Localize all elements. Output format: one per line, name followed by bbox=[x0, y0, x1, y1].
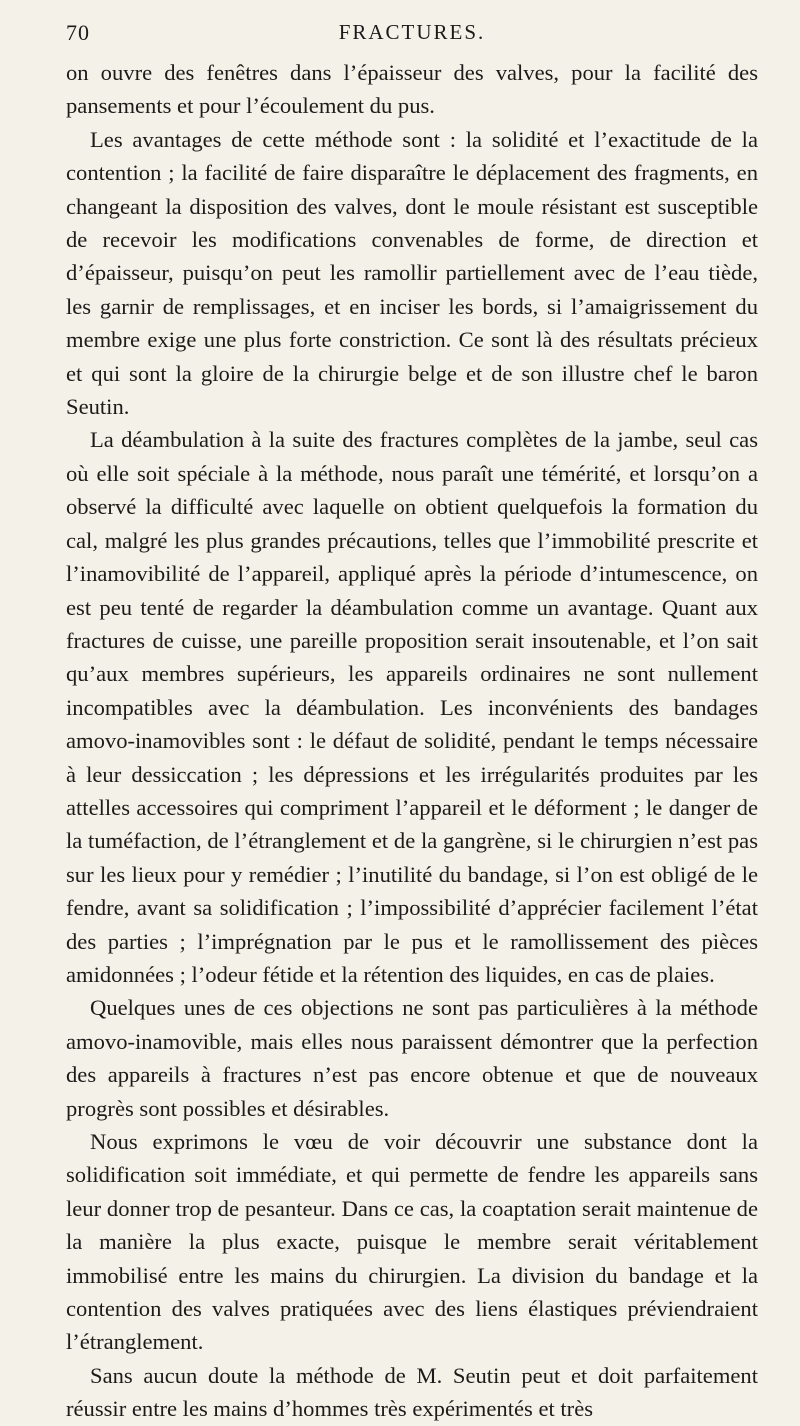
paragraph-deambulation: La déambulation à la suite des fractures complètes de la jambe, seul cas où elle soit spéciale à la méthode, nous paraît une témérité, et lorsqu’on a observé la difficulté avec laquelle on obtient quelquefois la formation du cal, malgré les plus grandes précautions, telles que l’immobilité prescrite et l’inamovibilité de l’appareil, appliqué après la période d’intumescence, on est peu tenté de regarder la déambulation comme un avantage. Quant aux fractures de cuisse, une pareille proposition serait insoutenable, et l’on sait qu’aux membres supérieurs, les appareils ordinaires ne sont nullement incompatibles avec la déambulation. Les inconvénients des bandages amovo-inamovibles sont : le défaut de solidité, pendant le temps nécessaire à leur dessiccation ; les dépressions et les irrégularités produites par les attelles accessoires qui compriment l’appareil et le déforment ; le danger de la tuméfaction, de l’étranglement et de la gangrène, si le chirurgien n’est pas sur les lieux pour y remédier ; l’inutilité du bandage, si l’on est obligé de le fendre, avant sa solidification ; l’impossibilité d’apprécier facilement l’état des parties ; l’imprégnation par le pus et le ramollissement des pièces amidonnées ; l’odeur fétide et la rétention des liquides, en cas de plaies. bbox=[66, 427, 758, 987]
page-number: 70 bbox=[66, 20, 90, 45]
paragraph-objections: Quelques unes de ces objections ne sont pas particulières à la méthode amovo-inamovible, mais elles nous paraissent démontrer que la perfection des appareils à fractures n’est pas encore obtenue et que de nouveaux progrès sont possibles et désirables. bbox=[66, 995, 758, 1121]
running-head bbox=[66, 20, 758, 50]
paragraph-conclusion: Sans aucun doute la méthode de M. Seutin peut et doit parfaitement réussir entre les mains d’hommes très expérimentés et très bbox=[66, 1362, 758, 1422]
paragraph-continuation: on ouvre des fenêtres dans l’épaisseur des valves, pour la facilité des pansements et pour l’écoulement du pus. bbox=[66, 60, 758, 119]
body-text bbox=[66, 56, 758, 1426]
paragraph-voeu: Nous exprimons le vœu de voir découvrir une substance dont la solidification soit immédiate, et qui permette de fendre les appareils sans leur donner trop de pesanteur. Dans ce cas, la coaptation serait maintenue de la manière la plus exacte, puisque le membre serait véritablement immobilisé entre les mains du chirurgien. La division du bandage et la contention des valves pratiquées avec des liens élastiques préviendraient l’étranglement. bbox=[66, 1129, 758, 1355]
running-title: FRACTURES. bbox=[338, 20, 486, 44]
paragraph-avantages: Les avantages de cette méthode sont : la solidité et l’exactitude de la contention ; la facilité de faire disparaître le déplacement des fragments, en changeant la disposition des valves, dont le moule résistant est susceptible de recevoir les modifications convenables de forme, de direction et d’épaisseur, puisqu’on peut les ramollir partiellement avec de l’eau tiède, les garnir de remplissages, et en inciser les bords, si l’amaigrissement du membre exige une plus forte constriction. Ce sont là des résultats précieux et qui sont la gloire de la chirurgie belge et de son illustre chef le baron Seutin. bbox=[66, 126, 758, 420]
